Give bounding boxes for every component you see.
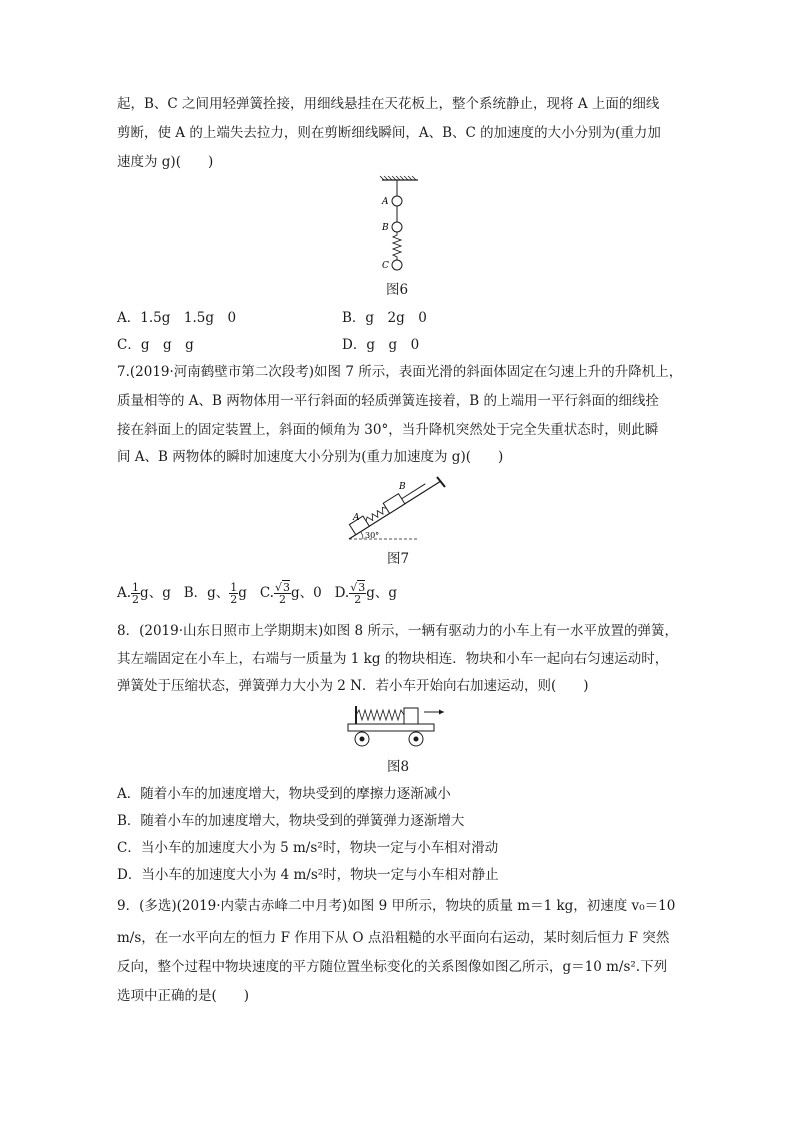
figure-8-cart [340, 702, 450, 750]
fig7-label-a: A [353, 513, 360, 523]
q7-option-d-label: D. [334, 585, 350, 601]
fig6-label-b: B [382, 223, 389, 233]
q9-stem-line-4: 选项中正确的是( ) [117, 988, 250, 1004]
fig6-label-a: A [382, 197, 389, 207]
figure-6-hanging-masses [360, 175, 440, 275]
q7-option-c-fraction: $\frac{√3}{2}$ [274, 581, 290, 606]
q8-option-a: A．随着小车的加速度增大，物块受到的摩擦力逐渐减小 [117, 786, 451, 802]
q8-stem-line-1: 8．(2019·山东日照市上学期期末)如图 8 所示，一辆有驱动力的小车上有一水平放置的弹簧， [117, 623, 678, 639]
q6-option-a: A．1.5g 1.5g 0 [117, 310, 237, 326]
q8-option-b: B．随着小车的加速度增大，物块受到的弹簧弹力逐渐增大 [117, 813, 465, 829]
q7-option-b-rest: g [238, 585, 247, 601]
q6-option-c: C．g g g [117, 337, 194, 353]
q9-stem-line-3: 反向，整个过程中物块速度的平方随位置坐标变化的关系图像如图乙所示，g＝10 m/s².下列 [117, 959, 668, 975]
q8-option-c: C．当小车的加速度大小为 5 m/s²时，物块一定与小车相对滑动 [117, 840, 499, 856]
fig7-label-b: B [399, 482, 406, 492]
fig7-angle-label: 30° [365, 531, 380, 540]
figure-8-caption: 图8 [386, 759, 410, 775]
q7-option-a-label: A. [117, 585, 132, 601]
q7-stem-line-4: 间 A、B 两物体的瞬时加速度大小分别为(重力加速度为 g)( ) [117, 449, 504, 465]
q9-stem-line-2: m/s，在一水平向左的恒力 F 作用下从 O 点沿粗糙的水平面向右运动，某时刻后恒力 F 突然 [117, 930, 670, 946]
q6-option-d: D．g g 0 [342, 337, 420, 353]
q7-option-b-fraction: $\frac{1}{2}$ [230, 581, 238, 606]
q6-stem-line-3: 速度为 g)( ) [117, 154, 214, 170]
q6-stem-line-2: 剪断，使 A 的上端失去拉力，则在剪断细线瞬间，A、B、C 的加速度的大小分别为(重力加 [117, 125, 661, 141]
q7-stem-line-2: 质量相等的 A、B 两物体用一平行斜面的轻质弹簧连接着，B 的上端用一平行斜面的细线拴 [117, 393, 659, 409]
q6-stem-line-1: 起，B、C 之间用轻弹簧拴接，用细线悬挂在天花板上，整个系统静止，现将 A 上面的细线 [117, 96, 660, 112]
q7-option-c-rest: g、0 [290, 585, 322, 601]
q9-stem-line-1: 9．(多选)(2019·内蒙古赤峰二中月考)如图 9 甲所示，物块的质量 m＝1 kg，初速度 v₀＝10 [117, 898, 676, 914]
q7-option-d-fraction: $\frac{√3}{2}$ [350, 581, 366, 606]
q6-option-b: B．g 2g 0 [342, 310, 427, 326]
figure-7-incline [345, 473, 455, 543]
q8-stem-line-3: 弹簧处于压缩状态，弹簧弹力大小为 2 N．若小车开始向右加速运动，则( ) [117, 678, 589, 694]
figure-7-caption: 图7 [386, 551, 410, 567]
q8-option-d: D．当小车的加速度大小为 4 m/s²时，物块一定与小车相对静止 [117, 867, 499, 883]
fig6-label-c: C [382, 261, 389, 271]
q7-stem-line-1: 7.(2019·河南鹤壁市第二次段考)如图 7 所示，表面光滑的斜面体固定在匀速上升的升降机上， [117, 364, 683, 380]
q7-options [117, 578, 397, 608]
q7-option-a-fraction: $\frac{1}{2}$ [132, 581, 140, 606]
q7-option-c-label: C. [259, 585, 274, 601]
q7-option-d-rest: g、g [366, 585, 398, 601]
q8-stem-line-2: 其左端固定在小车上，右端与一质量为 1 kg 的物块相连．物块和小车一起向右匀速运动时， [117, 651, 669, 667]
q7-stem-line-3: 接在斜面上的固定装置上，斜面的倾角为 30°，当升降机突然处于完全失重状态时，则此瞬 [117, 422, 659, 438]
q7-option-b-label: B．g、 [183, 585, 230, 601]
figure-6-caption: 图6 [385, 282, 409, 298]
q7-option-a-rest: g、g [140, 585, 171, 601]
